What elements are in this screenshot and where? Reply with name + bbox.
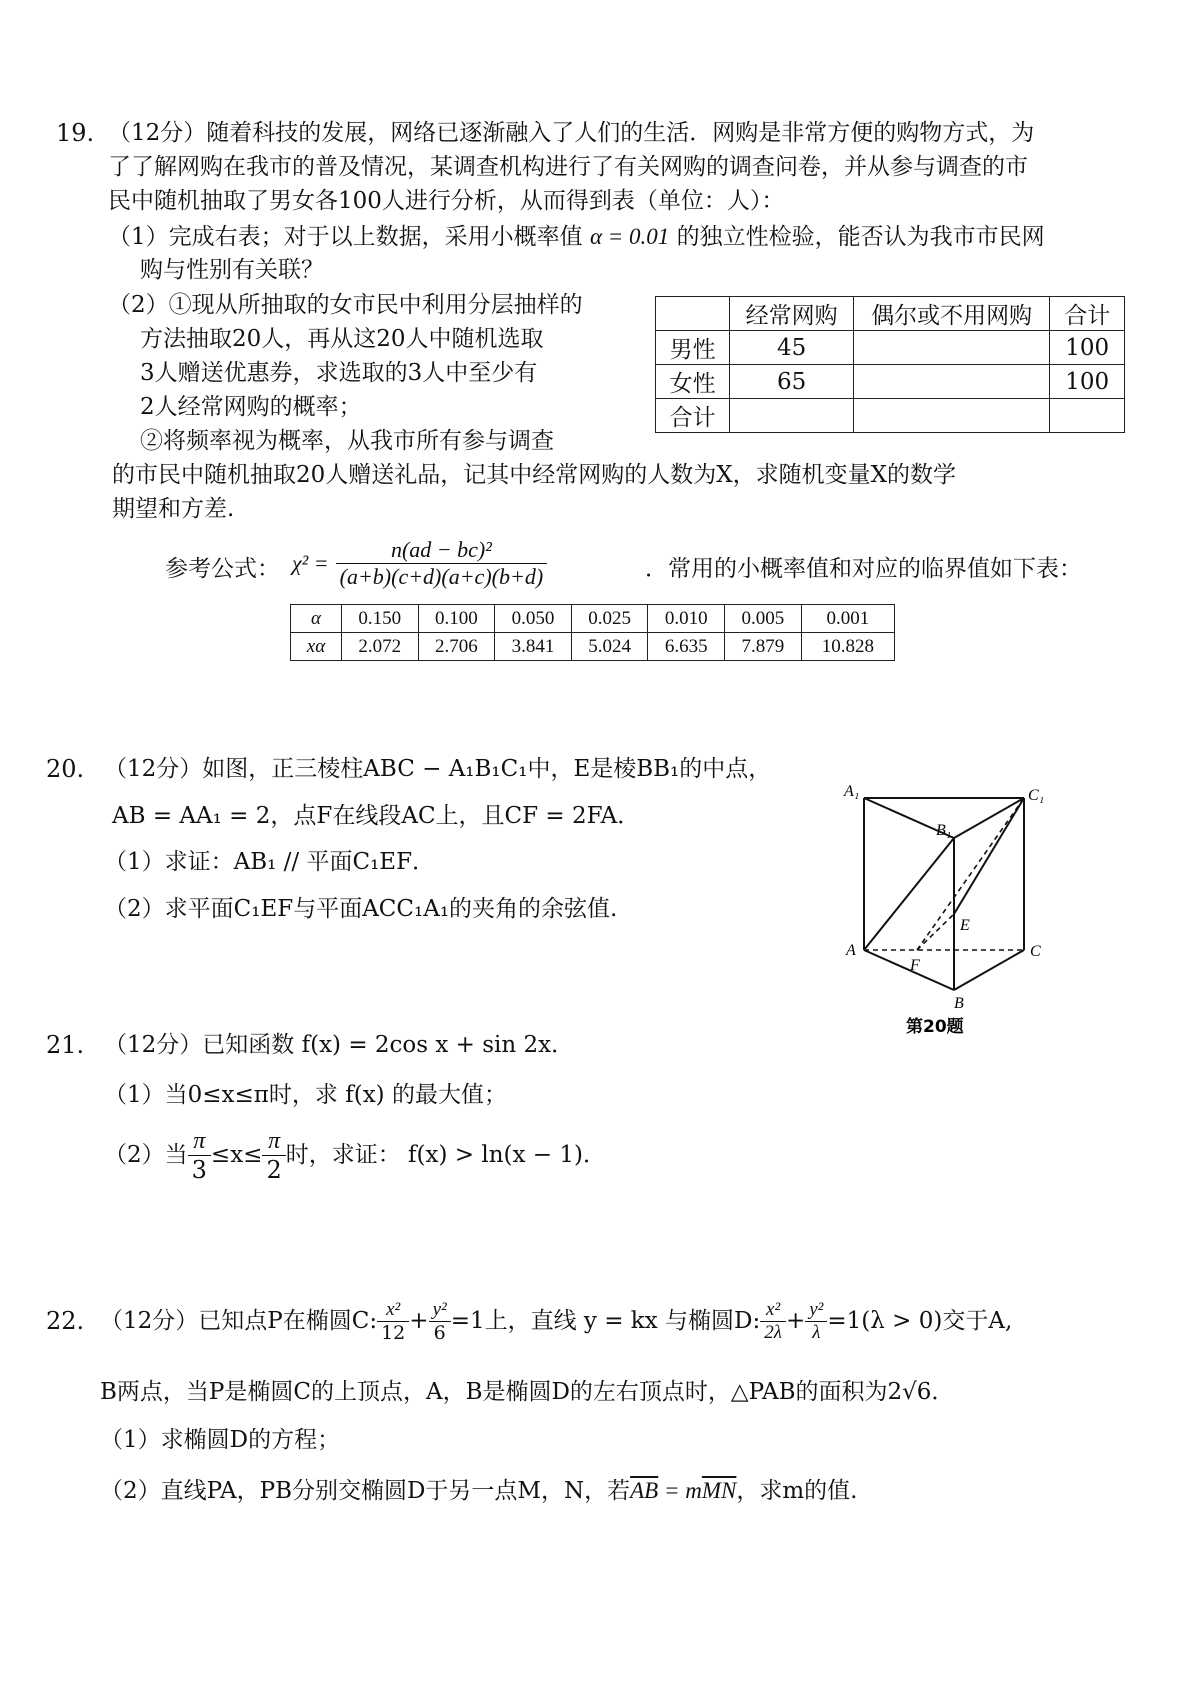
- table-cell: 女性: [656, 365, 730, 399]
- q21-line1: （12分）已知函数 f(x) = 2cos x + sin 2x．: [104, 1032, 575, 1058]
- q19-part2-line5: ②将频率视为概率，从我市所有参与调查: [140, 428, 554, 454]
- table-row: [656, 365, 1125, 399]
- table-cell: 2.706: [418, 633, 495, 661]
- q22-line1-b: =1上，直线 y = kx 与椭圆D:: [450, 1307, 761, 1334]
- table-cell: 6.635: [648, 633, 725, 661]
- q21-line3-c: 时，求证： f(x) > ln(x − 1)．: [285, 1141, 606, 1168]
- q21-line3-a: （2）当: [104, 1141, 188, 1168]
- table-cell: [853, 365, 1050, 399]
- label-c1: C₁: [1028, 787, 1045, 804]
- table-cell: 2.072: [342, 633, 419, 661]
- q22-line3: （1）求椭圆D的方程；: [100, 1427, 341, 1453]
- frac-denominator: 6: [433, 1321, 446, 1344]
- q21-line3: [104, 1125, 606, 1185]
- table-cell: 男性: [656, 331, 730, 365]
- q22-line1-c: =1(λ > 0)交于A,: [827, 1307, 1013, 1334]
- vector-ab: $\overline{AB}$: [630, 1478, 659, 1503]
- q22-line1: [100, 1292, 1012, 1350]
- q19-part1-text-a: （1）完成右表；对于以上数据，采用小概率值: [108, 224, 583, 250]
- q19-part2-line7: 期望和方差.: [112, 496, 235, 522]
- table-header: 合计: [1050, 297, 1125, 331]
- table-row: [656, 331, 1125, 365]
- frac-denominator: 12: [381, 1321, 406, 1344]
- label-e: E: [960, 917, 970, 934]
- q20-line3: （1）求证：AB₁ // 平面C₁EF．: [104, 849, 436, 875]
- q20-line2: AB = AA₁ = 2，点F在线段AC上，且CF = 2FA．: [112, 803, 641, 829]
- ellipse-d-y-term: [805, 1299, 827, 1344]
- chi-square-formula: [292, 537, 547, 590]
- frac-numerator: x²: [377, 1299, 409, 1322]
- table-cell: 100: [1050, 365, 1125, 399]
- frac-numerator: π: [262, 1127, 285, 1156]
- q22-line2: B两点，当P是椭圆C的上顶点，A，B是椭圆D的左右顶点时，△PAB的面积为2√6．: [100, 1379, 955, 1405]
- table-cell: 10.828: [801, 633, 894, 661]
- table-cell: 65: [730, 365, 854, 399]
- table-cell: 0.150: [342, 605, 419, 633]
- q19-number: 19.: [56, 119, 95, 147]
- formula-denominator: (a+b)(c+d)(a+c)(b+d): [339, 564, 544, 589]
- q19-part2-line2: 方法抽取20人，再从这20人中随机选取: [140, 326, 544, 352]
- critical-value-table: [290, 604, 895, 661]
- table-row: [291, 605, 895, 633]
- formula-fraction: [336, 537, 548, 590]
- plus-sign: +: [785, 1307, 806, 1334]
- ellipse-c-y-term: [429, 1299, 451, 1344]
- figure-caption: 第20题: [906, 1017, 964, 1037]
- q19-line3: 民中随机抽取了男女各100人进行分析，从而得到表（单位：人）：: [108, 188, 785, 214]
- q20-line1: （12分）如图，正三棱柱ABC − A₁B₁C₁中，E是棱BB₁的中点，: [104, 756, 772, 782]
- table-cell: [730, 399, 854, 433]
- table-row: [291, 633, 895, 661]
- frac-numerator: y²: [429, 1299, 451, 1322]
- frac-numerator: π: [188, 1127, 211, 1156]
- table-cell: 0.050: [495, 605, 572, 633]
- q22-line1-a: （12分）已知点P在椭圆C:: [100, 1307, 378, 1334]
- table-cell: 0.005: [725, 605, 802, 633]
- q19-part1-line2: 购与性别有关联？: [140, 257, 324, 283]
- table-cell: [1050, 399, 1125, 433]
- ellipse-d-x-term: [760, 1299, 786, 1344]
- table-cell: 45: [730, 331, 854, 365]
- formula-after-text: ．常用的小概率值和对应的临界值如下表：: [645, 556, 1082, 582]
- vector-mn: $\overline{MN}$: [701, 1478, 737, 1503]
- alpha-row-label: α: [311, 607, 321, 629]
- label-a: A: [846, 942, 856, 959]
- q21-line2: （1）当0≤x≤π时，求 f(x) 的最大值；: [104, 1082, 507, 1108]
- q22-number: 22.: [46, 1307, 85, 1335]
- ellipse-c-x-term: [377, 1299, 409, 1344]
- q19-part2-line4: 2人经常网购的概率；: [140, 394, 362, 420]
- table-header: 偶尔或不用网购: [853, 297, 1050, 331]
- table-header: 经常网购: [730, 297, 854, 331]
- frac-denominator: 2: [266, 1155, 282, 1184]
- q19-alpha-value: α = 0.01: [589, 224, 670, 249]
- q20-line4: （2）求平面C₁EF与平面ACC₁A₁的夹角的余弦值.: [104, 896, 618, 922]
- q21-number: 21.: [46, 1031, 85, 1059]
- label-a1: A₁: [844, 783, 860, 800]
- q19-part1-text-c: 的独立性检验，能否认为我市市民网: [676, 224, 1045, 250]
- table-cell: [853, 399, 1050, 433]
- label-b: B: [954, 995, 964, 1012]
- table-cell: 0.001: [801, 605, 894, 633]
- q22-line4-b: = m: [658, 1478, 702, 1503]
- pi-over-2-fraction: [262, 1127, 285, 1184]
- q19-line2: 了了解网购在我市的普及情况，某调查机构进行了有关网购的调查问卷，并从参与调查的市: [108, 154, 1028, 180]
- formula-label: 参考公式：: [165, 556, 280, 582]
- q19-line1: （12分）随着科技的发展，网络已逐渐融入了人们的生活．网购是非常方便的购物方式，为: [108, 120, 1035, 146]
- table-cell: 3.841: [495, 633, 572, 661]
- q22-line4: [100, 1474, 857, 1508]
- table-cell: 0.025: [571, 605, 648, 633]
- plus-sign: +: [409, 1307, 429, 1334]
- table-cell: [853, 331, 1050, 365]
- q22-line4-a: （2）直线PA，PB分别交椭圆D于另一点M，N，若: [100, 1478, 631, 1504]
- table-cell: 5.024: [571, 633, 648, 661]
- frac-numerator: x²: [760, 1299, 786, 1322]
- frac-denominator: λ: [812, 1321, 821, 1343]
- q19-part1-line1: [108, 220, 1045, 254]
- table-header-row: [656, 297, 1125, 331]
- prism-figure: [840, 780, 1045, 1040]
- contingency-table: [655, 296, 1125, 433]
- table-cell: 100: [1050, 331, 1125, 365]
- formula-numerator: n(ad − bc)²: [336, 537, 548, 564]
- table-cell: 合计: [656, 399, 730, 433]
- frac-denominator: 3: [191, 1155, 207, 1184]
- q19-part2-line3: 3人赠送优惠券，求选取的3人中至少有: [140, 360, 538, 386]
- q20-number: 20.: [46, 755, 85, 783]
- q19-part2-line1: （2）①现从所抽取的女市民中利用分层抽样的: [108, 292, 583, 318]
- table-cell: [656, 297, 730, 331]
- table-cell: 0.100: [418, 605, 495, 633]
- x-row-label: xα: [306, 635, 326, 657]
- pi-over-3-fraction: [188, 1127, 211, 1184]
- table-cell: 7.879: [725, 633, 802, 661]
- q22-line4-c: ，求m的值.: [736, 1478, 858, 1504]
- frac-numerator: y²: [805, 1299, 827, 1322]
- formula-lhs: χ² =: [292, 550, 329, 576]
- label-f: F: [910, 957, 920, 974]
- label-c: C: [1030, 943, 1041, 960]
- table-row: [656, 399, 1125, 433]
- table-cell: 0.010: [648, 605, 725, 633]
- frac-denominator: 2λ: [764, 1321, 782, 1343]
- q21-line3-b: ≤x≤: [210, 1141, 263, 1168]
- q19-part2-line6: 的市民中随机抽取20人赠送礼品，记其中经常网购的人数为X，求随机变量X的数学: [112, 462, 957, 488]
- label-b1: B₁: [936, 822, 952, 839]
